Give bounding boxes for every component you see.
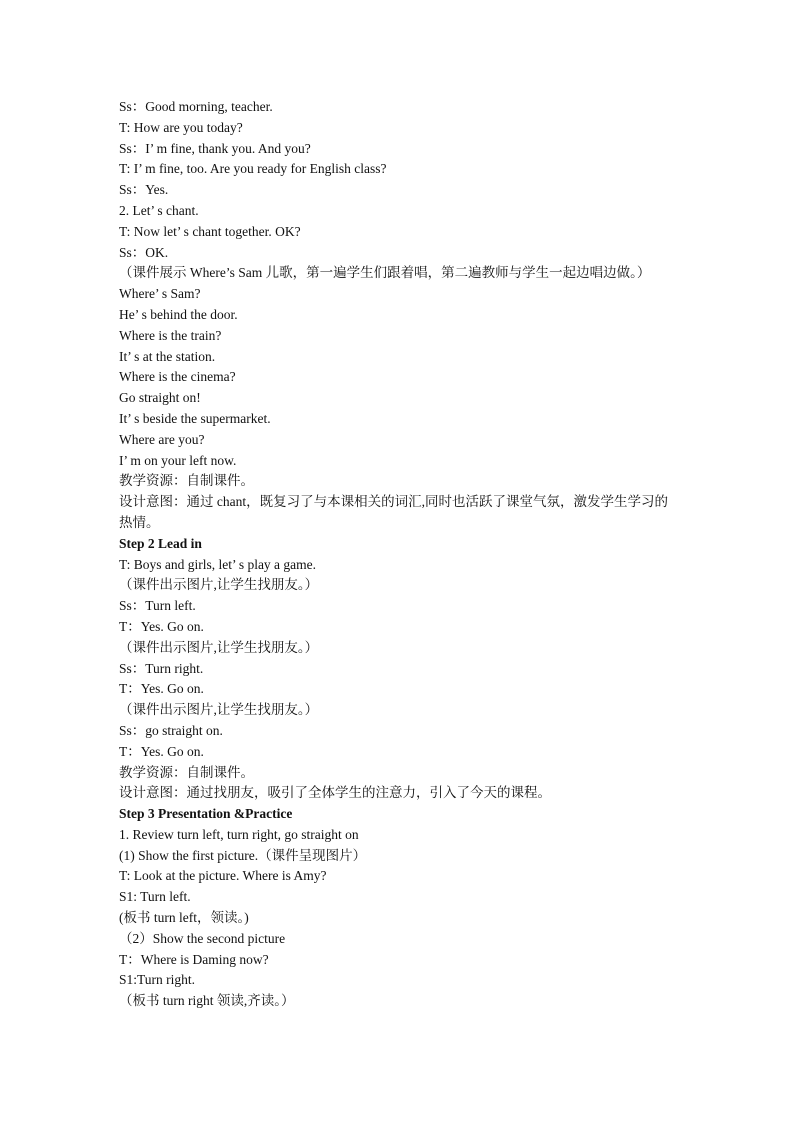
text-line: T：Where is Daming now? xyxy=(119,951,269,967)
text-line: 教学资源：自制课件。 xyxy=(119,764,254,780)
text-line: It’ s beside the supermarket. xyxy=(119,410,271,426)
text-line: 教学资源：自制课件。 xyxy=(119,473,254,489)
text-line: Ss：go straight on. xyxy=(119,722,223,738)
text-line: 设计意图：通过 chant，既复习了与本课相关的词汇,同时也活跃了课堂气氛，激发学生学习的热情。 xyxy=(119,494,668,530)
text-line: （课件出示图片,让学生找朋友。） xyxy=(119,639,319,655)
text-line: Where is the cinema? xyxy=(119,369,236,385)
text-line: Where are you? xyxy=(119,431,205,447)
text-line: 设计意图：通过找朋友，吸引了全体学生的注意力，引入了今天的课程。 xyxy=(119,785,551,801)
text-line: Ss：Turn right. xyxy=(119,660,204,676)
text-line: 2. Let’ s chant. xyxy=(119,202,199,218)
text-line: He’ s behind the door. xyxy=(119,306,238,322)
text-line: S1: Turn left. xyxy=(119,889,191,905)
text-line: 1. Review turn left, turn right, go straight on xyxy=(119,826,359,842)
text-line: T: Now let’ s chant together. OK? xyxy=(119,223,301,239)
section-heading: Step 2 Lead in xyxy=(119,535,202,551)
text-line: T：Yes. Go on. xyxy=(119,743,204,759)
text-line: (1) Show the first picture.（课件呈现图片） xyxy=(119,847,367,863)
text-line: Ss：Good morning, teacher. xyxy=(119,99,273,114)
text-line: Go straight on! xyxy=(119,390,201,406)
text-line: T: Look at the picture. Where is Amy? xyxy=(119,868,327,884)
text-line: （2）Show the second picture xyxy=(119,930,286,946)
text-line: （板书 turn right 领读,齐读。） xyxy=(119,993,295,1009)
text-line: T: I’ m fine, too. Are you ready for English class? xyxy=(119,161,387,177)
text-line: (板书 turn left，领读。) xyxy=(119,910,249,926)
text-line: （课件出示图片,让学生找朋友。） xyxy=(119,702,319,718)
section-heading: Step 3 Presentation &Practice xyxy=(119,806,293,822)
text-line: Ss：OK. xyxy=(119,244,169,260)
text-line: Where’ s Sam? xyxy=(119,286,201,302)
text-line: I’ m on your left now. xyxy=(119,452,237,468)
text-line: Ss：I’ m fine, thank you. And you? xyxy=(119,140,311,156)
text-line: T：Yes. Go on. xyxy=(119,618,204,634)
text-line: Ss：Turn left. xyxy=(119,598,196,614)
document-page xyxy=(119,97,679,1012)
text-line: （课件展示 Where’s Sam 儿歌，第一遍学生们跟着唱，第二遍教师与学生一起边唱边做。） xyxy=(119,265,651,281)
text-line: It’ s at the station. xyxy=(119,348,216,364)
text-line: T: Boys and girls, let’ s play a game. xyxy=(119,556,317,572)
text-line: Where is the train? xyxy=(119,327,222,343)
text-line: T：Yes. Go on. xyxy=(119,681,204,697)
text-line: T: How are you today? xyxy=(119,119,243,135)
text-line: S1:Turn right. xyxy=(119,972,196,988)
text-line: Ss：Yes. xyxy=(119,182,169,198)
text-line: （课件出示图片,让学生找朋友。） xyxy=(119,577,319,593)
